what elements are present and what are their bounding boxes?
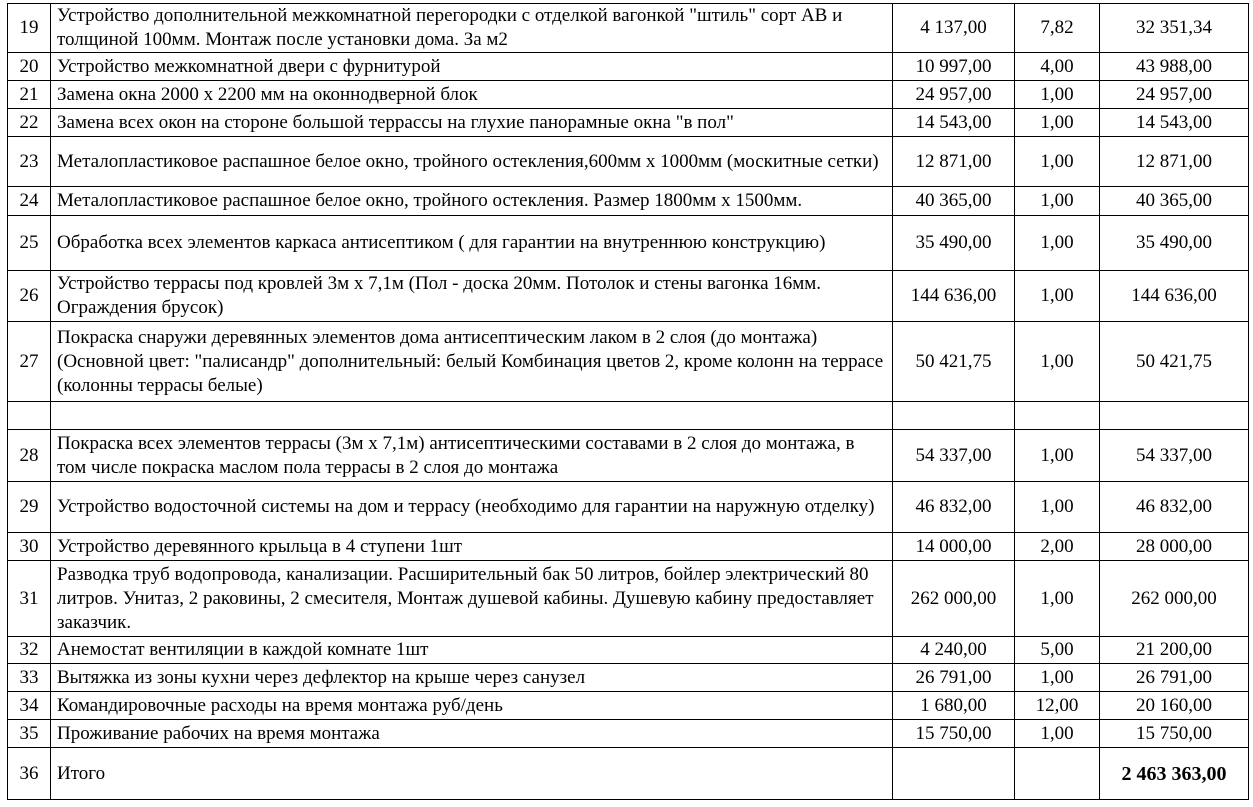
table-row [8, 720, 1249, 748]
table-row [8, 692, 1249, 720]
row-description: Устройство террасы под кровлей 3м х 7,1м (Пол - доска 20мм. Потолок и стены вагонка 16мм. Ограждения брусок) [51, 271, 893, 322]
total-sum: 2 463 363,00 [1100, 748, 1249, 800]
row-description: Металопластиковое распашное белое окно, тройного остекления. Размер 1800мм х 1500мм. [51, 187, 893, 216]
row-description: Покраска снаружи деревянных элементов дома антисептическим лаком в 2 слоя (до монтажа) (Основной цвет: "палисандр" дополнительный: белый Комбинация цветов 2, кроме колонн на террасе (колонны террасы белые) [51, 322, 893, 402]
total-price-empty [893, 748, 1015, 800]
row-number: 27 [8, 322, 51, 402]
table-row [8, 81, 1249, 109]
row-number: 20 [8, 53, 51, 81]
row-sum: 46 832,00 [1100, 482, 1249, 533]
row-description: Командировочные расходы на время монтажа руб/день [51, 692, 893, 720]
row-number: 22 [8, 109, 51, 137]
total-number: 36 [8, 748, 51, 800]
row-quantity: 12,00 [1015, 692, 1100, 720]
total-qty-empty [1015, 748, 1100, 800]
table-row [8, 53, 1249, 81]
table-row [8, 430, 1249, 482]
table-row [8, 187, 1249, 216]
row-sum: 24 957,00 [1100, 81, 1249, 109]
row-sum: 15 750,00 [1100, 720, 1249, 748]
row-quantity: 2,00 [1015, 533, 1100, 561]
row-price: 40 365,00 [893, 187, 1015, 216]
row-sum: 20 160,00 [1100, 692, 1249, 720]
table-row [8, 216, 1249, 271]
row-description: Вытяжка из зоны кухни через дефлектор на крыше через санузел [51, 664, 893, 692]
row-quantity: 1,00 [1015, 664, 1100, 692]
row-sum: 21 200,00 [1100, 637, 1249, 664]
row-quantity: 1,00 [1015, 322, 1100, 402]
table-row [8, 637, 1249, 664]
row-sum: 40 365,00 [1100, 187, 1249, 216]
row-quantity: 1,00 [1015, 137, 1100, 187]
row-sum: 43 988,00 [1100, 53, 1249, 81]
table-row [8, 137, 1249, 187]
row-number: 25 [8, 216, 51, 271]
row-number: 24 [8, 187, 51, 216]
row-description: Устройство межкомнатной двери с фурнитурой [51, 53, 893, 81]
row-sum: 28 000,00 [1100, 533, 1249, 561]
table-row [8, 322, 1249, 402]
table-row [8, 109, 1249, 137]
row-sum: 144 636,00 [1100, 271, 1249, 322]
row-description: Металопластиковое распашное белое окно, тройного остекления,600мм х 1000мм (москитные сетки) [51, 137, 893, 187]
row-price: 4 137,00 [893, 4, 1015, 53]
row-sum: 14 543,00 [1100, 109, 1249, 137]
estimate-table [7, 3, 1249, 800]
row-description: Обработка всех элементов каркаса антисептиком ( для гарантии на внутреннюю конструкцию) [51, 216, 893, 271]
row-description: Устройство водосточной системы на дом и террасу (необходимо для гарантии на наружную отделку) [51, 482, 893, 533]
row-description: Анемостат вентиляции в каждой комнате 1шт [51, 637, 893, 664]
row-number: 23 [8, 137, 51, 187]
total-row [8, 748, 1249, 800]
row-price: 12 871,00 [893, 137, 1015, 187]
row-price: 262 000,00 [893, 561, 1015, 637]
row-price: 24 957,00 [893, 81, 1015, 109]
row-number: 19 [8, 4, 51, 53]
row-sum: 32 351,34 [1100, 4, 1249, 53]
row-number: 33 [8, 664, 51, 692]
row-price: 14 543,00 [893, 109, 1015, 137]
row-number: 28 [8, 430, 51, 482]
row-quantity: 1,00 [1015, 81, 1100, 109]
total-label: Итого [51, 748, 893, 800]
row-number: 31 [8, 561, 51, 637]
row-quantity: 5,00 [1015, 637, 1100, 664]
row-price: 1 680,00 [893, 692, 1015, 720]
row-price: 50 421,75 [893, 322, 1015, 402]
row-description: Устройство дополнительной межкомнатной перегородки с отделкой вагонкой "штиль" сорт АВ и толщиной 100мм. Монтаж после установки дома. За м2 [51, 4, 893, 53]
row-description: Замена окна 2000 х 2200 мм на оконнодверной блок [51, 81, 893, 109]
row-quantity: 1,00 [1015, 109, 1100, 137]
row-price: 10 997,00 [893, 53, 1015, 81]
row-price: 4 240,00 [893, 637, 1015, 664]
row-quantity: 1,00 [1015, 271, 1100, 322]
row-price: 54 337,00 [893, 430, 1015, 482]
table-row [8, 4, 1249, 53]
row-sum: 12 871,00 [1100, 137, 1249, 187]
row-number: 30 [8, 533, 51, 561]
row-quantity: 7,82 [1015, 4, 1100, 53]
row-number: 29 [8, 482, 51, 533]
row-price: 35 490,00 [893, 216, 1015, 271]
table-row [8, 271, 1249, 322]
row-description: Проживание рабочих на время монтажа [51, 720, 893, 748]
row-price: 46 832,00 [893, 482, 1015, 533]
row-number: 32 [8, 637, 51, 664]
row-number: 35 [8, 720, 51, 748]
table-row [8, 664, 1249, 692]
row-description: Покраска всех элементов террасы (3м х 7,1м) антисептическими составами в 2 слоя до монтажа, в том числе покраска маслом пола террасы в 2 слоя до монтажа [51, 430, 893, 482]
table-row [8, 533, 1249, 561]
table-row [8, 561, 1249, 637]
row-quantity: 1,00 [1015, 187, 1100, 216]
row-sum: 54 337,00 [1100, 430, 1249, 482]
row-number: 21 [8, 81, 51, 109]
row-number: 26 [8, 271, 51, 322]
row-quantity: 4,00 [1015, 53, 1100, 81]
row-sum: 50 421,75 [1100, 322, 1249, 402]
row-quantity: 1,00 [1015, 482, 1100, 533]
row-price: 15 750,00 [893, 720, 1015, 748]
page-break [8, 402, 1249, 430]
row-quantity: 1,00 [1015, 561, 1100, 637]
row-sum: 26 791,00 [1100, 664, 1249, 692]
row-number: 34 [8, 692, 51, 720]
row-price: 14 000,00 [893, 533, 1015, 561]
row-quantity: 1,00 [1015, 216, 1100, 271]
row-price: 144 636,00 [893, 271, 1015, 322]
row-sum: 262 000,00 [1100, 561, 1249, 637]
row-sum: 35 490,00 [1100, 216, 1249, 271]
row-quantity: 1,00 [1015, 430, 1100, 482]
row-price: 26 791,00 [893, 664, 1015, 692]
row-description: Разводка труб водопровода, канализации. Расширительный бак 50 литров, бойлер электрический 80 литров. Унитаз, 2 раковины, 2 смесителя, Монтаж душевой кабины. Душевую кабину предоставляет заказчик. [51, 561, 893, 637]
row-quantity: 1,00 [1015, 720, 1100, 748]
estimate-body [8, 4, 1249, 800]
row-description: Замена всех окон на стороне большой террассы на глухие панорамные окна "в пол" [51, 109, 893, 137]
table-row [8, 482, 1249, 533]
row-description: Устройство деревянного крыльца в 4 ступени 1шт [51, 533, 893, 561]
